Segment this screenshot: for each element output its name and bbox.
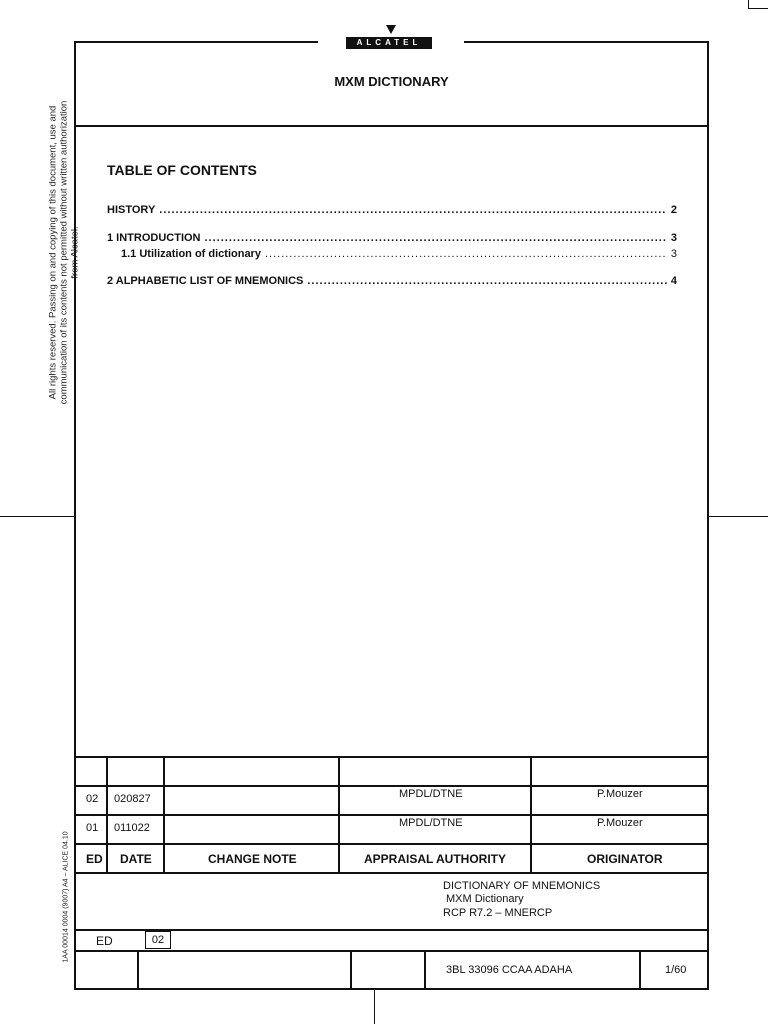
col-header-appraisal: APPRAISAL AUTHORITY [364,852,507,866]
toc-entry-page: 4 [670,275,677,287]
page-frame [74,41,709,990]
rev-ed: 01 [86,822,99,834]
edition-label: ED [96,934,113,948]
corner-mark [748,0,768,9]
copyright-notice: All rights reserved. Passing on and copying of this document, use and communication of its contents not permitted without written authorization from Alcatel. [47,100,81,405]
toc-leader [159,204,667,216]
toc-entry-page: 2 [670,204,677,216]
rev-originator: P.Mouzer [597,817,643,829]
col-header-change-note: CHANGE NOTE [208,852,297,866]
toc-entry-label: 1.1 Utilization of dictionary [121,248,261,260]
footer-col-divider [350,951,352,990]
footer-col-divider [639,951,641,990]
table-header-bottom [74,872,709,874]
table-col-divider [338,756,340,873]
table-row-divider [74,785,709,787]
rev-appraisal: MPDL/DTNE [399,817,463,829]
header-divider [74,125,709,127]
table-col-divider [530,756,532,873]
bottom-cut-mark [374,990,375,1024]
toc-entry-page: 3 [670,248,677,260]
toc-entry-label: 2 ALPHABETIC LIST OF MNEMONICS [107,275,304,287]
toc-entry-label: 1 INTRODUCTION [107,232,201,244]
toc-entry-history[interactable] [107,204,677,216]
rev-date: 020827 [114,793,151,805]
rev-originator: P.Mouzer [597,788,643,800]
fold-mark-right [709,516,768,517]
table-top-border [74,756,709,758]
logo-triangle-icon [386,25,396,34]
doc-info-line2: MXM Dictionary [446,893,524,905]
toc-entry-page: 3 [670,232,677,244]
col-header-ed: ED [86,852,103,866]
col-header-date: DATE [120,852,152,866]
footer-col-divider [137,951,139,990]
toc-entry-label: HISTORY [107,204,156,216]
toc-heading: TABLE OF CONTENTS [107,162,257,178]
footer-col-divider [424,951,426,990]
table-row-divider [74,814,709,816]
alcatel-logo: ALCATEL [346,37,432,49]
rev-date: 011022 [114,822,150,834]
table-row-divider [74,843,709,845]
form-reference: 1AA 00014 0004 (9007) A4 – ALICE 04.10 [62,831,70,963]
toc-entry-introduction[interactable] [107,232,677,244]
table-col-divider [163,756,165,873]
edition-value: 02 [145,931,171,949]
edition-bottom-border [74,950,709,952]
table-col-divider [106,756,108,873]
doc-info-line1: DICTIONARY OF MNEMONICS [443,880,601,892]
toc-leader [205,232,667,244]
fold-mark-left [0,516,74,517]
toc-leader [307,275,667,287]
document-title: MXM DICTIONARY [334,74,449,89]
toc-leader [265,248,667,260]
rev-appraisal: MPDL/DTNE [399,788,463,800]
toc-entry-utilization[interactable] [121,248,677,260]
document-reference: 3BL 33096 CCAA ADAHA [446,964,573,976]
toc-entry-mnemonics[interactable] [107,275,677,287]
page-number: 1/60 [665,964,687,976]
rev-ed: 02 [86,793,99,805]
col-header-originator: ORIGINATOR [587,852,663,866]
doc-info-line3: RCP R7.2 – MNERCP [443,907,553,919]
